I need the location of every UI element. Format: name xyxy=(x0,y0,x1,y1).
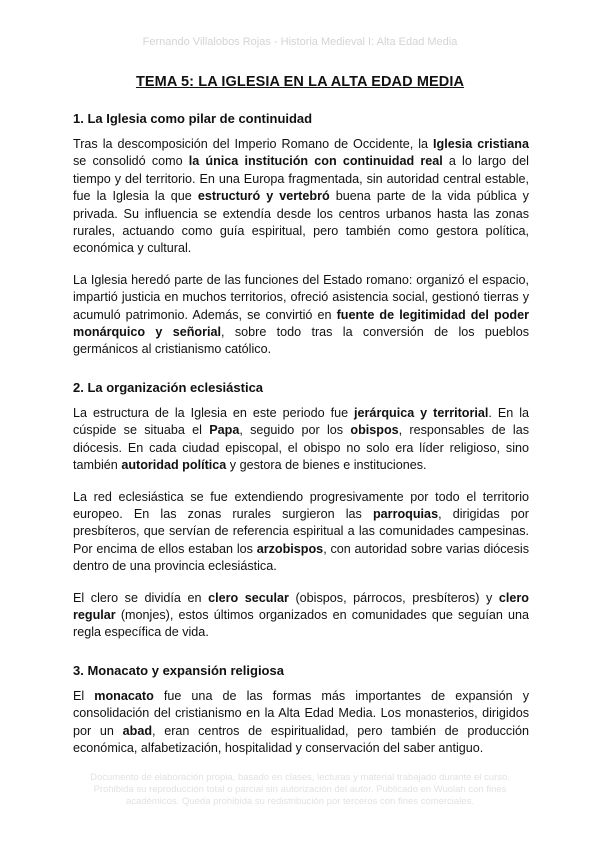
bold-text: arzobispos xyxy=(256,541,324,556)
document-body xyxy=(73,110,529,771)
text-run: , con autoridad sobre varias diócesis dentro de una provincia eclesiástica. xyxy=(73,541,529,574)
document-title: TEMA 5: LA IGLESIA EN LA ALTA EDAD MEDIA xyxy=(135,74,465,90)
text-run: (obispos, párrocos, presbíteros) y xyxy=(288,590,499,605)
bold-text: la única institución con continuidad real xyxy=(188,154,443,169)
bold-text: fuente de legitimidad del poder monárquico y señorial xyxy=(73,307,529,340)
watermark-footer: Documento de elaboración propia, basado en clases, lecturas y material trabajado durante el curso. Prohibida su reproducción total o parcial sin autorización del autor. Publicado en Wuolah con fines académicos. Queda prohibida su redistribución por terceros con fines comerciales. xyxy=(90,772,510,807)
bold-text: obispos xyxy=(350,423,399,438)
paragraph xyxy=(73,590,529,642)
text-run: , responsables de las diócesis. En cada ciudad episcopal, el obispo no solo era líder religioso, sino también xyxy=(73,423,530,473)
paragraph xyxy=(73,688,529,758)
section-heading: 1. La Iglesia como pilar de continuidad xyxy=(73,111,313,126)
paragraph xyxy=(73,136,529,258)
page-header: Fernando Villalobos Rojas - Historia Medieval I: Alta Edad Media xyxy=(142,36,458,48)
section-heading: 2. La organización eclesiástica xyxy=(73,379,264,395)
bold-text: clero secular xyxy=(208,590,289,605)
section-3 xyxy=(73,662,529,758)
bold-text: autoridad política xyxy=(121,458,227,473)
text-run: La estructura de la Iglesia en este periodo fue xyxy=(73,405,355,420)
bold-text: jerárquica y territorial xyxy=(354,405,489,420)
bold-text: estructuró y vertebró xyxy=(197,189,330,204)
text-run: , seguido por los xyxy=(239,423,351,438)
bold-text: Iglesia cristiana xyxy=(433,137,529,151)
text-run: , eran centros de espiritualidad, pero también de producción económica, alfabetización, hospitalidad y conservación del saber antiguo. xyxy=(73,723,529,755)
text-run: se consolidó como xyxy=(73,154,189,169)
text-run: El xyxy=(73,688,95,703)
section-2 xyxy=(73,379,529,642)
bold-text: clero regular xyxy=(73,590,529,622)
bold-text: abad xyxy=(122,723,153,738)
text-run: . En la cúspide se situaba el xyxy=(73,405,530,438)
text-run: , sobre todo tras la conversión de los pueblos germánicos al cristianismo católico. xyxy=(73,325,529,357)
text-run: , dirigidas por presbíteros, que servían de referencia espiritual a las comunidades campesinas. Por encima de ellos estaban los xyxy=(73,506,529,556)
section-1 xyxy=(73,110,529,359)
bold-text: monacato xyxy=(94,688,154,703)
section-heading: 3. Monacato y expansión religiosa xyxy=(73,662,284,678)
text-run: buena parte de la vida pública y privada. Su influencia se extendía desde los centros urbanos hasta las zonas rurales, actuando como guía espiritual, pero también como gestora política, económica y cultural. xyxy=(73,189,529,256)
text-run: La Iglesia heredó parte de las funciones del Estado romano: organizó el espacio, impartió justicia en muchos territorios, ofreció asistencia social, gestionó tierras y acumuló patrimonio. Además, se convirtió en xyxy=(73,272,529,322)
paragraph xyxy=(73,272,529,359)
paragraph xyxy=(73,405,529,475)
text-run: y gestora de bienes e instituciones. xyxy=(226,458,427,473)
text-run: fue una de las formas más importantes de expansión y consolidación del cristianismo en la Alta Edad Media. Los monasterios, dirigidos por un xyxy=(73,688,529,738)
text-run: (monjes), estos últimos organizados en comunidades que seguían una regla específica de vida. xyxy=(73,607,529,640)
text-run: Tras la descomposición del Imperio Romano de Occidente, la xyxy=(73,137,434,151)
text-run: El clero se dividía en xyxy=(73,590,209,605)
text-run: a lo largo del tiempo y del territorio. En una Europa fragmentada, sin autoridad central estable, fue la Iglesia la que xyxy=(73,154,529,204)
bold-text: Papa xyxy=(209,423,240,438)
text-run: La red eclesiástica se fue extendiendo progresivamente por todo el territorio europeo. En las zonas rurales surgieron las xyxy=(73,489,529,521)
paragraph xyxy=(73,489,529,576)
bold-text: parroquias xyxy=(372,506,439,521)
